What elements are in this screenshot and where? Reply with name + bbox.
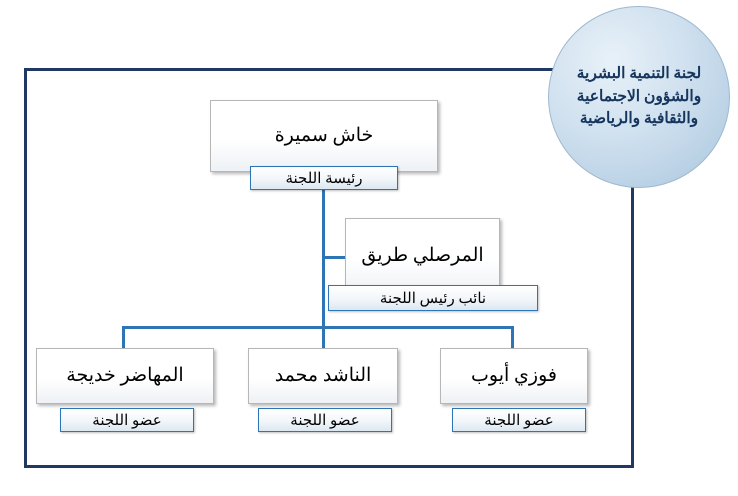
org-node-member2[interactable] — [248, 348, 398, 404]
org-node-chair-name: خاش سميرة — [274, 125, 374, 147]
org-node-member1-name: المهاضر خديجة — [66, 365, 184, 387]
connector-members-bus — [122, 326, 514, 329]
org-node-chair-role[interactable] — [250, 166, 398, 190]
org-node-member3-role[interactable] — [452, 408, 586, 432]
org-node-member2-name: الناشد محمد — [274, 365, 372, 387]
org-node-member2-role-label: عضو اللجنة — [290, 412, 360, 429]
org-node-vice[interactable] — [345, 218, 500, 294]
committee-title-text: لجنة التنمية البشرية والشؤون الاجتماعية والثقافية والرياضية — [576, 65, 702, 128]
org-node-member1[interactable] — [36, 348, 214, 404]
org-node-vice-role-label: نائب رئيس اللجنة — [379, 290, 487, 307]
org-node-vice-name: المرصلي طريق — [361, 245, 484, 267]
org-node-member1-role[interactable] — [60, 408, 194, 432]
org-node-member2-role[interactable] — [258, 408, 392, 432]
org-node-vice-role[interactable] — [328, 285, 538, 311]
connector-chair-stem — [322, 190, 325, 328]
connector-drop-member2 — [322, 326, 325, 350]
org-node-member3-role-label: عضو اللجنة — [484, 412, 554, 429]
org-node-member3[interactable] — [440, 348, 588, 404]
org-node-member1-role-label: عضو اللجنة — [92, 412, 162, 429]
connector-drop-member3 — [511, 326, 514, 350]
committee-title-bubble — [548, 6, 730, 188]
org-node-member3-name: فوزي أيوب — [471, 365, 557, 387]
org-node-chair[interactable] — [210, 100, 438, 172]
connector-drop-member1 — [122, 326, 125, 350]
org-node-chair-role-label: رئيسة اللجنة — [285, 170, 363, 187]
